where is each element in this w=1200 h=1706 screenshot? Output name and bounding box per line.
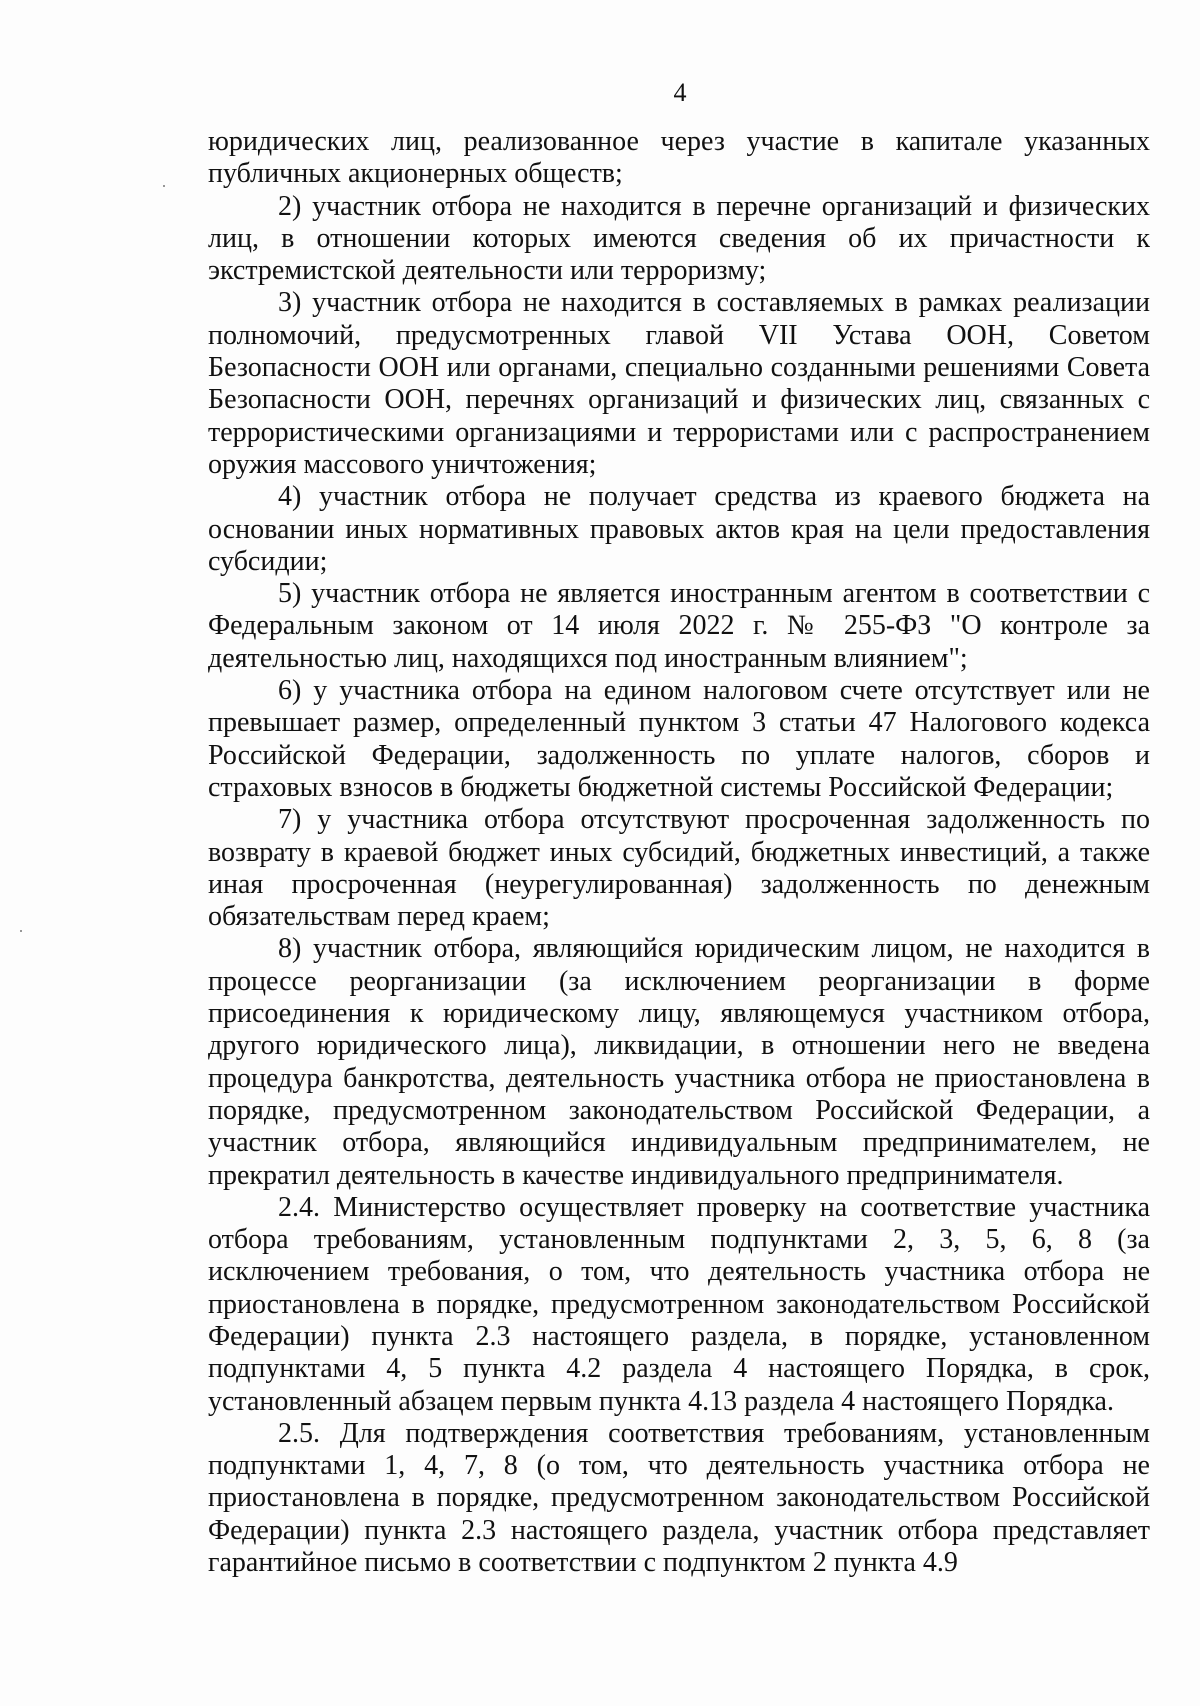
paragraph-section-2-4: 2.4. Министерство осуществляет проверку на соответствие участника отбора требованиям, установленным подпунктами 2, 3, 5, 6, 8 (за исключением требования, о том, что деятельность участника отбора не приостановлена в порядке, предусмотренном законодательством Российской Федерации) пункта 2.3 настоящего раздела, в порядке, установленном подпунктами 4, 5 пункта 4.2 раздела 4 настоящего Порядка, в срок, установленный абзацем первым пункта 4.13 раздела 4 настоящего Порядка. xyxy=(208,1191,1150,1417)
page-number: 4 xyxy=(673,78,687,107)
paragraph-item-4: 4) участник отбора не получает средства из краевого бюджета на основании иных нормативных правовых актов края на цели предоставления субсидии; xyxy=(208,481,1150,577)
paragraph-item-6: 6) у участника отбора на едином налоговом счете отсутствует или не превышает размер, определенный пунктом 3 статьи 47 Налогового кодекса Российской Федерации, задолженность по уплате налогов, сборов и страховых взносов в бюджеты бюджетной системы Российской Федерации; xyxy=(208,675,1150,803)
scan-speck xyxy=(20,930,22,932)
paragraph-continuation: юридических лиц, реализованное через участие в капитале указанных публичных акционерных обществ; xyxy=(208,126,1150,190)
paragraph-item-7: 7) у участника отбора отсутствуют просроченная задолженность по возврату в краевой бюджет иных субсидий, бюджетных инвестиций, а также иная просроченная (неурегулированная) задолженность по денежным обязательствам перед краем; xyxy=(208,804,1150,933)
paragraph-item-8: 8) участник отбора, являющийся юридическим лицом, не находится в процессе реорганизации (за исключением реорганизации в форме присоединения к юридическому лицу, являющемуся участником отбора, другого юридического лица), ликвидации, в отношении него не введена процедура банкротства, деятельность участника отбора не приостановлена в порядке, предусмотренном законодательством Российской Федерации, а участник отбора, являющийся индивидуальным предпринимателем, не прекратил деятельность в качестве индивидуального предпринимателя. xyxy=(208,933,1150,1191)
paragraph-item-3: 3) участник отбора не находится в составляемых в рамках реализации полномочий, предусмотренных главой VII Устава ООН, Советом Безопасности ООН или органами, специально созданными решениями Совета Безопасности ООН, перечнях организаций и физических лиц, связанных с террористическими организациями и террористами или с распространением оружия массового уничтожения; xyxy=(208,287,1150,480)
paragraph-item-2: 2) участник отбора не находится в перечне организаций и физических лиц, в отношении которых имеются сведения об их причастности к экстремистской деятельности или терроризму; xyxy=(208,190,1150,287)
document-body xyxy=(208,126,1150,1579)
paragraph-item-5: 5) участник отбора не является иностранным агентом в соответствии с Федеральным законом от 14 июля 2022 г. № 255-ФЗ "О контроле за деятельностью лиц, находящихся под иностранным влиянием"; xyxy=(208,578,1150,674)
paragraph-section-2-5: 2.5. Для подтверждения соответствия требованиям, установленным подпунктами 1, 4, 7, 8 (о том, что деятельность участника отбора не приостановлена в порядке, предусмотренном законодательством Российской Федерации) пункта 2.3 настоящего раздела, участник отбора представляет гарантийное письмо в соответствии с подпунктом 2 пункта 4.9 xyxy=(208,1417,1150,1579)
scan-speck xyxy=(163,185,165,187)
